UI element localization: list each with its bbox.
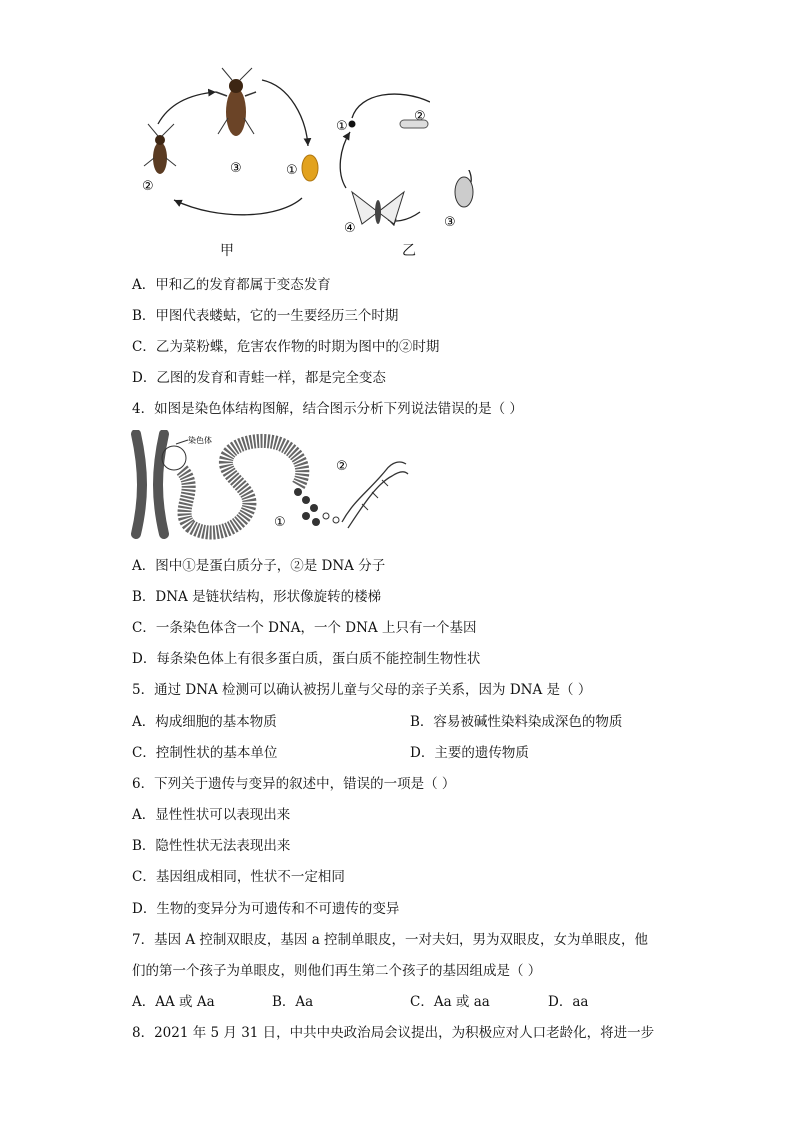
chromosome-figure: [130, 430, 410, 540]
chromosome-label-line: [176, 440, 188, 444]
jia-marker-2: ②: [142, 179, 154, 194]
yi-marker-2: ②: [414, 109, 426, 124]
q4-stem: 4．如图是染色体结构图解，结合图示分析下列说法错误的是（ ）: [132, 401, 523, 417]
q7-option-c: C．Aa 或 aa: [410, 994, 490, 1010]
q5-option-b: B．容易被碱性染料染成深色的物质: [410, 714, 623, 730]
pupa-icon: [455, 177, 473, 207]
q5-option-a: A．构成细胞的基本物质: [132, 714, 277, 730]
q5-option-d: D．主要的遗传物质: [410, 745, 529, 761]
q5-option-c: C．控制性状的基本单位: [132, 745, 278, 761]
q6-option-a: A．显性性状可以表现出来: [132, 807, 291, 823]
yi-marker-4: ④: [344, 221, 356, 236]
pupa-figure: [430, 170, 480, 234]
q3-option-c: C．乙为菜粉蝶，危害农作物的时期为图中的②时期: [132, 339, 440, 355]
q4-option-d: D．每条染色体上有很多蛋白质，蛋白质不能控制生物性状: [132, 651, 481, 667]
yi-egg-icon: [349, 121, 356, 128]
q7-option-a: A．AA 或 Aa: [132, 994, 215, 1010]
q6-stem: 6．下列关于遗传与变异的叙述中，错误的一项是（ ）: [132, 776, 456, 792]
q7-stem-line2: 们的第一个孩子为单眼皮，则他们再生第二个孩子的基因组成是（ ）: [132, 963, 542, 979]
jia-marker-3: ③: [230, 161, 242, 176]
q7-stem-line1: 7．基因 A 控制双眼皮，基因 a 控制单眼皮，一对夫妇，男为双眼皮，女为单眼皮，他: [132, 932, 649, 948]
chromosome-marker-1: ①: [274, 515, 286, 530]
jia-arrow-bottom: [174, 198, 302, 215]
jia-arrow-top-right: [262, 80, 308, 146]
lifecycle-figure: [130, 62, 430, 262]
mole-cricket-adult-icon: [216, 68, 256, 136]
q6-option-b: B．隐性性状无法表现出来: [132, 838, 291, 854]
yi-marker-1: ①: [336, 119, 348, 134]
q3-option-d: D．乙图的发育和青蛙一样，都是完全变态: [132, 370, 386, 386]
q7-option-b: B．Aa: [272, 994, 314, 1010]
q6-option-d: D．生物的变异分为可遗传和不可遗传的变异: [132, 901, 400, 917]
q4-option-c: C．一条染色体含一个 DNA，一个 DNA 上只有一个基因: [132, 620, 477, 636]
jia-arrow-top-left: [158, 92, 216, 124]
q3-option-a: A．甲和乙的发育都属于变态发育: [132, 277, 331, 293]
jia-marker-1: ①: [286, 163, 298, 178]
q4-option-b: B．DNA 是链状结构，形状像旋转的楼梯: [132, 589, 382, 605]
butterfly-icon: [352, 192, 404, 224]
q4-option-a: A．图中①是蛋白质分子，②是 DNA 分子: [132, 558, 386, 574]
q7-option-d: D．aa: [548, 994, 589, 1010]
q5-stem: 5．通过 DNA 检测可以确认被拐儿童与父母的亲子关系，因为 DNA 是（ ）: [132, 682, 592, 698]
yi-marker-3: ③: [444, 215, 456, 230]
egg-icon: [302, 155, 318, 181]
mole-cricket-nymph-icon: [144, 124, 176, 174]
q8-stem-line1: 8．2021 年 5 月 31 日，中共中央政治局会议提出，为积极应对人口老龄化，将进一步: [132, 1025, 655, 1041]
nucleosome-chain-icon: [294, 488, 339, 526]
figure-label-yi: 乙: [402, 243, 416, 259]
yi-arrow-left: [340, 132, 350, 188]
chromosome-marker-2: ②: [336, 459, 348, 474]
figure-label-jia: 甲: [220, 243, 234, 259]
chromosome-label: 染色体: [188, 436, 212, 445]
q6-option-c: C．基因组成相同，性状不一定相同: [132, 869, 345, 885]
q3-option-b: B．甲图代表蝼蛄，它的一生要经历三个时期: [132, 308, 399, 324]
dna-helix-icon: [342, 462, 408, 528]
